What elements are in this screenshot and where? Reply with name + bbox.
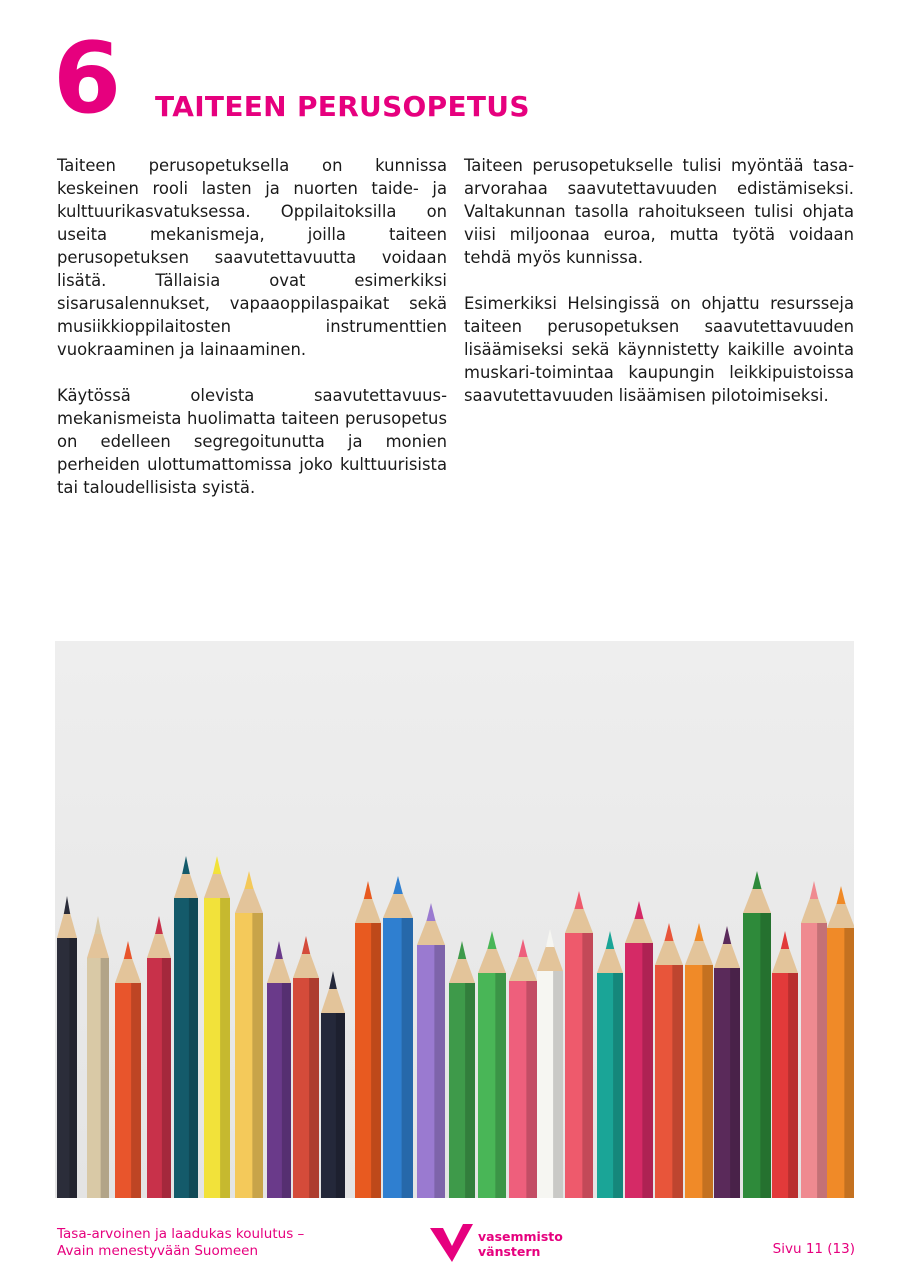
pencil	[743, 871, 771, 1198]
page-number: Sivu 11 (13)	[772, 1241, 855, 1257]
pencil	[565, 891, 593, 1198]
pencil	[478, 931, 506, 1198]
pencil	[685, 923, 713, 1198]
footer-line: Avain menestyvään Suomeen	[57, 1243, 259, 1259]
pencil	[115, 941, 141, 1198]
paragraph: Taiteen perusopetuksella on kunnissa keskeinen rooli lasten ja nuorten taide- ja kulttuurikasvatuksessa. Oppilaitoksilla on useita mekanismeja, joilla taiteen perusopetuksen saavutettavuutta voidaan lisätä. Tällaisia ovat esimerkiksi sisarusalennukset, vapaaoppilaspaikat sekä musiikkioppilaitosten instrumenttien vuokraaminen ja lainaaminen.	[57, 156, 447, 359]
pencil	[714, 926, 740, 1198]
pencil	[537, 929, 563, 1198]
colored-pencils-photo	[55, 641, 854, 1198]
pencil	[827, 886, 854, 1198]
pencil	[449, 941, 475, 1198]
logo-text: vänstern	[478, 1244, 541, 1259]
footer-line: Tasa-arvoinen ja laadukas koulutus –	[57, 1226, 305, 1242]
logo-mark-icon	[430, 1224, 474, 1262]
pencil	[625, 901, 653, 1198]
pencil	[293, 936, 319, 1198]
pencil	[597, 931, 623, 1198]
colored-pencils-icon	[55, 641, 854, 1198]
pencil	[417, 903, 445, 1198]
pencil	[801, 881, 827, 1198]
pencil	[267, 941, 291, 1198]
pencil	[383, 876, 413, 1198]
pencil	[235, 871, 263, 1198]
paragraph: Esimerkiksi Helsingissä on ohjattu resursseja taiteen perusopetuksen saavutettavuuden lisäämiseksi sekä käynnistetty kaikille avointa muskari-toimintaa kaupungin leikkipuistoissa saavutettavuuden lisäämisen pilotoimiseksi.	[464, 294, 854, 405]
paragraph: Käytössä olevista saavutettavuus-mekanismeista huolimatta taiteen perusopetus on edelleen segregoitunutta ja monien perheiden ulottumattomissa joko kulttuurisista tai taloudellisista syistä.	[57, 386, 447, 497]
logo-text: vasemmisto	[478, 1229, 563, 1244]
left-column	[57, 154, 447, 522]
chapter-number: 6	[53, 22, 120, 136]
pencil	[57, 896, 77, 1198]
paragraph: Taiteen perusopetukselle tulisi myöntää tasa-arvorahaa saavutettavuuden edistämiseksi. Valtakunnan tasolla rahoitukseen tulisi ohjata viisi miljoonaa euroa, mutta työtä voidaan tehdä myös kunnissa.	[464, 156, 854, 267]
pencil	[509, 939, 537, 1198]
vasemmisto-logo	[430, 1224, 570, 1264]
pencil	[655, 923, 683, 1198]
right-column	[464, 154, 854, 430]
pencil	[204, 856, 230, 1198]
pencil	[147, 916, 171, 1198]
pencil	[355, 881, 381, 1198]
page-title: TAITEEN PERUSOPETUS	[155, 90, 530, 123]
pencil	[174, 856, 198, 1198]
pencil	[772, 931, 798, 1198]
pencil	[87, 916, 109, 1198]
pencil	[321, 971, 345, 1198]
footer-publication-title	[57, 1226, 304, 1260]
